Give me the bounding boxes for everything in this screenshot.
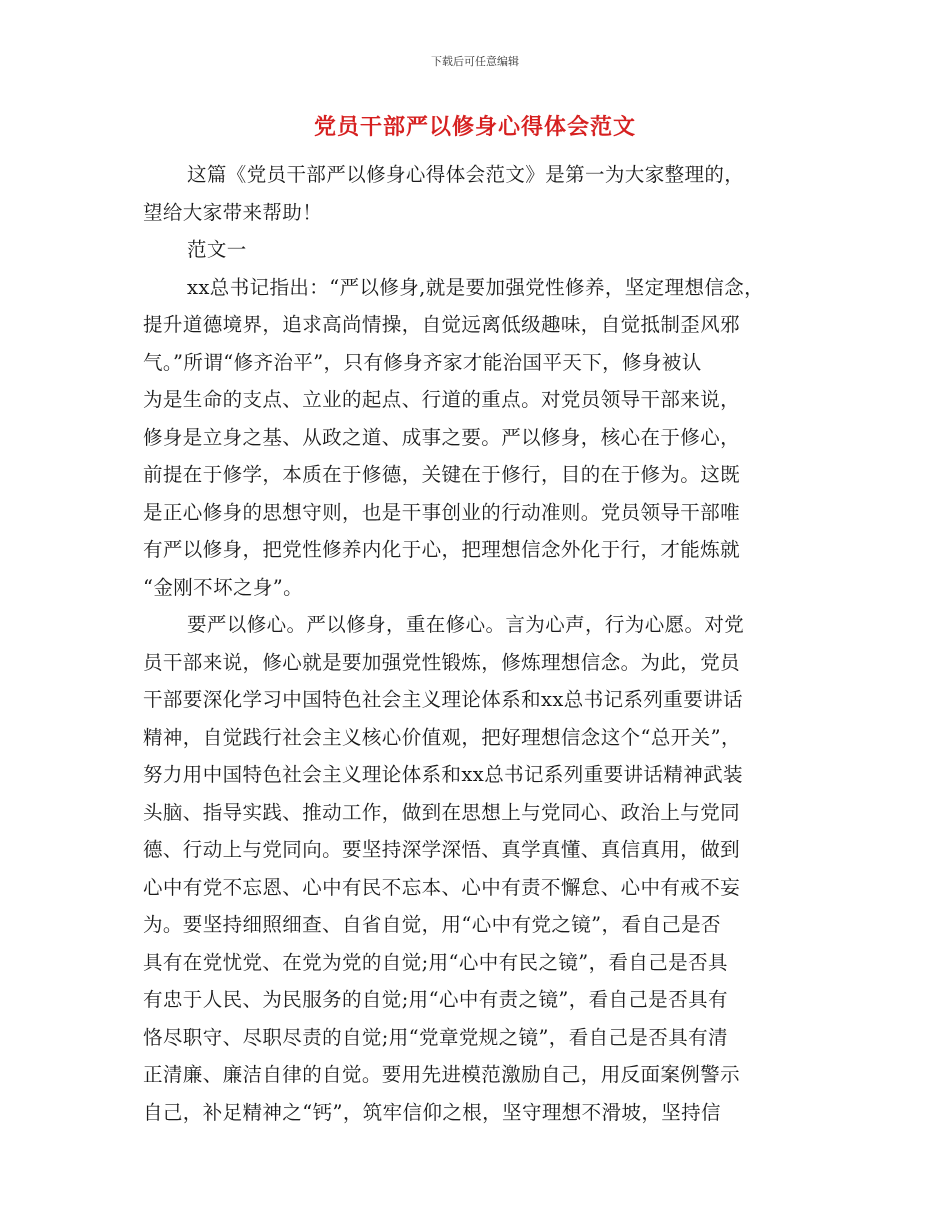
body-line: 望给大家带来帮助！	[143, 200, 323, 224]
body-line: 精神，自觉践行社会主义核心价值观，把好理想信念这个“总开关”，	[143, 725, 741, 749]
body-line: 心中有党不忘恩、心中有民不忘本、心中有责不懈怠、心中有戒不妄	[143, 875, 741, 899]
body-line: 干部要深化学习中国特色社会主义理论体系和xx总书记系列重要讲话	[143, 688, 743, 711]
body-line: 要严以修心。严以修身，重在修心。言为心声，行为心愿。对党	[187, 613, 745, 636]
body-line: 头脑、指导实践、推动工作，做到在思想上与党同心、政治上与党同	[143, 800, 741, 824]
document-title: 党员干部严以修身心得体会范文	[313, 115, 636, 140]
body-line: 是正心修身的思想守则，也是干事创业的行动准则。党员领导干部唯	[143, 500, 741, 524]
header-note: 下载后可任意编辑	[431, 55, 519, 68]
body-line: 前提在于修学，本质在于修德，关键在于修行，目的在于修为。这既	[143, 463, 741, 486]
body-line: 员干部来说，修心就是要加强党性锻炼，修炼理想信念。为此，党员	[143, 650, 741, 674]
body-line: 修身是立身之基、从政之道、成事之要。严以修身，核心在于修心，	[143, 425, 741, 449]
body-line: 德、行动上与党同向。要坚持深学深悟、真学真懂、真信真用，做到	[143, 838, 741, 861]
body-line: 范文一	[187, 238, 247, 261]
body-line: xx总书记指出：“严以修身,就是要加强党性修养，坚定理想信念，	[187, 275, 765, 299]
body-line: 有严以修身，把党性修养内化于心，把理想信念外化于行，才能炼就	[143, 538, 741, 561]
body-line: “金刚不坏之身”。	[143, 575, 304, 599]
body-line: 自己，补足精神之“钙”，筑牢信仰之根，坚守理想不滑坡，坚持信	[143, 1100, 721, 1124]
body-line: 为是生命的支点、立业的起点、行道的重点。对党员领导干部来说，	[143, 388, 741, 411]
body-line: 为。要坚持细照细查、自省自觉，用“心中有党之镜”，看自己是否	[143, 913, 721, 936]
body-line: 这篇《党员干部严以修身心得体会范文》是第一为大家整理的，	[187, 163, 745, 186]
body-line: 气。”所谓“修齐治平”，只有修身齐家才能治国平天下，修身被认	[143, 350, 702, 374]
body-line: 提升道德境界，追求高尚情操，自觉远离低级趣味，自觉抵制歪风邪	[143, 313, 741, 336]
body-line: 努力用中国特色社会主义理论体系和xx总书记系列重要讲话精神武装	[143, 763, 743, 786]
body-line: 具有在党忧党、在党为党的自觉;用“心中有民之镜”，看自己是否具	[143, 950, 728, 974]
body-line: 恪尽职守、尽职尽责的自觉;用“党章党规之镜”，看自己是否具有清	[143, 1025, 728, 1049]
body-line: 正清廉、廉洁自律的自觉。要用先进模范激励自己，用反面案例警示	[143, 1063, 741, 1086]
document-body	[143, 156, 833, 1131]
body-line: 有忠于人民、为民服务的自觉;用“心中有责之镜”，看自己是否具有	[143, 988, 728, 1011]
